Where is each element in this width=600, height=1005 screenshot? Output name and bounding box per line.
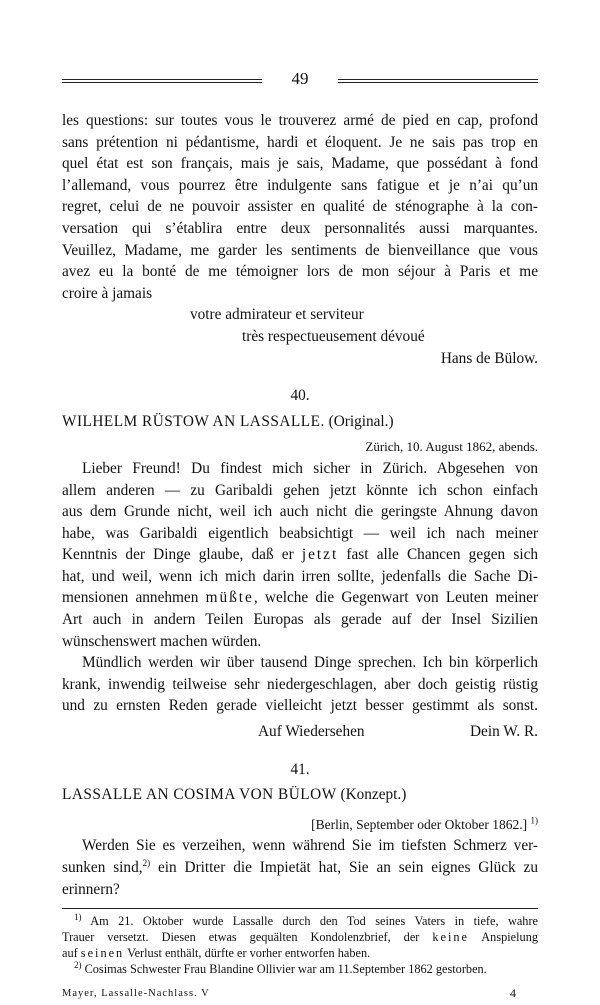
- body-line: [62, 587, 538, 609]
- letter-title-note: (Original.): [328, 412, 394, 430]
- body-line: sans prétention ni pédantisme, hardi et éloquent. Je ne sais pas trop en: [62, 133, 538, 151]
- footnote-ref: 1): [530, 815, 538, 826]
- closing-line: votre admirateur et serviteur: [190, 306, 364, 324]
- body-line: Veuillez, Madame, me garder les sentiments de bienveillance que vous: [62, 241, 538, 259]
- body-line: les questions: sur toutes vous le trouverez armé de pied en cap, profond: [62, 112, 538, 129]
- book-page: [62, 68, 538, 1005]
- signature: Hans de Bülow.: [440, 349, 538, 367]
- emphasis-text: jetzt: [301, 546, 339, 564]
- header-rule-right: [338, 79, 538, 83]
- footnote-text: Am 21. Oktober wurde Lassalle durch den Tod seines Vaters in tiefe, wahre: [81, 914, 538, 929]
- body-line: versation qui s’établira entre deux personnalités aussi marquantes.: [62, 219, 538, 237]
- footnote-1: [62, 913, 538, 929]
- letter-40-paragraph-2: [62, 652, 538, 717]
- body-line: habe, was Garibaldi eigentlich beabsichtigt — weil ich nach meiner: [62, 524, 538, 542]
- body-line: l’allemand, vous pourrez être indulgente sans fatigue et je n’ai qu’un: [62, 176, 538, 194]
- body-line: [62, 544, 538, 566]
- body-line: hat, und weil, wenn ich mich darin irren sollte, jedenfalls die Sache Di-: [62, 567, 538, 585]
- body-line: croire à jamais: [62, 284, 153, 302]
- footnote-text: Cosimas Schwester Frau Blandine Ollivier war am 11.September 1862 gestorben.: [81, 962, 487, 977]
- body-line: Lieber Freund! Du findest mich sicher in Zürich. Abgesehen von: [82, 459, 538, 477]
- dateline-text: [Berlin, September oder Oktober 1862.]: [311, 816, 528, 832]
- body-text: , welche die Gegenwart von Leuten meiner: [253, 589, 538, 607]
- letter-heading: [62, 411, 538, 433]
- letter-title: WILHELM RÜSTOW AN LASSALLE.: [62, 412, 325, 430]
- sheet-number: 4: [510, 986, 516, 1001]
- body-line: krank, inwendig teilweise sehr niedergeschlagen, aber doch geistig rüstig: [62, 675, 538, 693]
- body-line: quel état est son français, mais je sais, Madame, que possédant à fond: [62, 155, 538, 173]
- body-text: sunken sind,: [62, 859, 143, 876]
- footnote-ref: 2): [142, 857, 151, 868]
- body-line: wünschenswert machen würden.: [62, 632, 262, 650]
- letter-number: 40.: [290, 387, 310, 405]
- footnote-line: [62, 945, 538, 961]
- emphasis-text: keine: [432, 930, 469, 945]
- letter-41-body: [62, 835, 538, 900]
- footnote-line: [62, 929, 538, 945]
- body-line: und zu ernsten Reden gerade vielleicht jetzt besser gestimmt als sonst.: [62, 697, 538, 715]
- body-line: Werden Sie es verzeihen, wenn während Sie im tiefsten Schmerz ver-: [82, 837, 538, 855]
- body-line: aus dem Grunde nicht, weil ich auch nicht die geringste Ahnung davon: [62, 503, 538, 521]
- closing-line: très respectueusement dévoué: [242, 327, 425, 345]
- page-footer: [62, 983, 538, 1005]
- body-line: avez eu la bonté de me témoigner lors de mon séjour à Paris et me: [62, 263, 538, 281]
- body-text: fast alle Chancen gegen sich: [346, 546, 539, 564]
- footnote-line: [62, 913, 538, 929]
- footnote-marker: 2): [74, 960, 82, 971]
- body-line: [62, 857, 538, 879]
- body-line: regret, celui de ne pouvoir assister en qualité de sténographe à la con-: [62, 198, 538, 216]
- body-text: ein Dritter die Impietät hat, Sie an sein eignes Glück zu: [150, 859, 538, 876]
- body-text: mensionen annehmen: [62, 589, 199, 607]
- body-line: Mündlich werden wir über tausend Dinge sprechen. Ich bin körperlich: [82, 654, 538, 672]
- letter-title-note: (Konzept.): [340, 786, 407, 804]
- emphasis-text: seinen: [80, 946, 125, 961]
- letter-heading: [62, 784, 538, 806]
- body-line: Art auch in andern Teilen Europas als gerade auf der Insel Sizilien: [62, 611, 538, 629]
- page-header: [62, 68, 538, 94]
- footnote-text: Verlust enthält, dürfte er vorher entworfen haben.: [127, 946, 371, 961]
- signature: Dein W. R.: [470, 723, 538, 741]
- letter-title: LASSALLE AN COSIMA VON BÜLOW: [62, 786, 337, 804]
- body-text: Kenntnis der Dinge glaube, daß er: [62, 546, 294, 564]
- letter-40-paragraph-1: [62, 458, 538, 652]
- footnote-2: [62, 961, 538, 977]
- emphasis-text: müßte: [205, 589, 254, 607]
- footnote-text: auf: [62, 946, 78, 961]
- farewell: Auf Wiedersehen: [258, 723, 365, 741]
- body-line: erinnern?: [62, 880, 120, 898]
- signature-mark: Mayer, Lassalle-Nachlass. V: [62, 988, 210, 1000]
- page-number: 49: [291, 69, 309, 88]
- footnote-text: Trauer versetzt. Diesen etwas gequälten Kondolenzbrief, der: [62, 930, 420, 945]
- footnote-text: Anspielung: [481, 930, 538, 945]
- letter-39-continuation: [62, 110, 538, 369]
- footnote-marker: 1): [74, 912, 82, 923]
- letter-valediction: [62, 721, 538, 743]
- page-content: [62, 110, 538, 1005]
- body-line: allem anderen — zu Garibaldi gehen jetzt könnte ich schon einfach: [62, 481, 538, 499]
- footnotes: [62, 908, 538, 977]
- letter-dateline: [62, 814, 538, 836]
- letter-dateline: Zürich, 10. August 1862, abends.: [365, 439, 538, 455]
- letter-number: 41.: [290, 760, 310, 778]
